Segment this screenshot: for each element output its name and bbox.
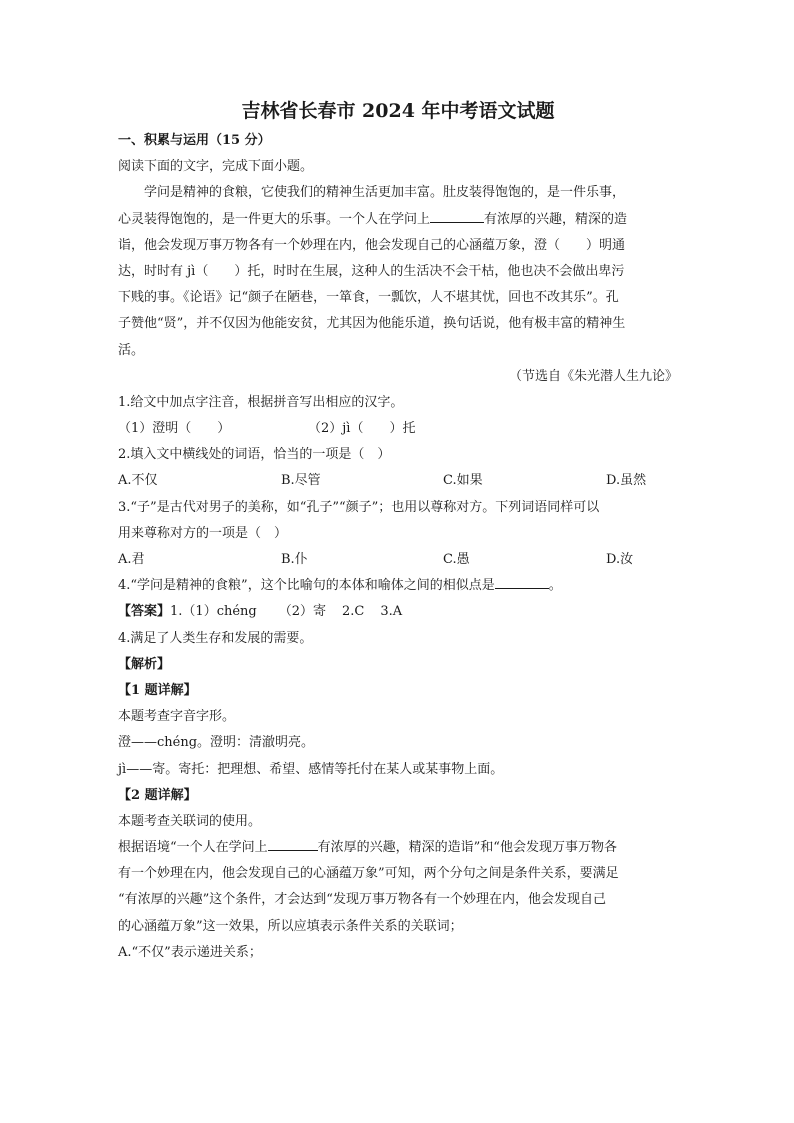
option-c: C.愚: [443, 552, 470, 567]
answer-line-2: 4.满足了人类生存和发展的需要。: [118, 630, 313, 646]
passage-line-7: 活。: [118, 342, 145, 358]
detail-1-label: 【1 题详解】: [118, 682, 197, 698]
question-4-end: 。: [548, 578, 562, 594]
option-a: A.君: [118, 552, 145, 567]
option-d: D.虽然: [606, 473, 647, 489]
detail-2-line-3: 有一个妙理在内，他会发现自己的心涵蕴万象”可知，两个分句之间是条件关系，要满足: [118, 866, 619, 882]
answer-line-1: [118, 599, 678, 625]
question-3-stem-line-2: 用来尊称对方的一项是（ ）: [118, 525, 288, 541]
page-title: 吉林省长春市 2024 年中考语文试题: [241, 100, 555, 122]
question-4-stem: [118, 573, 678, 599]
analysis-label: 【解析】: [118, 656, 171, 672]
detail-2-line-1: 本题考查关联词的使用。: [118, 813, 262, 829]
passage-line-2-end: 有浓厚的兴趣，精深的造: [484, 211, 628, 227]
answer-part-3: 2.C: [342, 604, 365, 620]
question-1-stem: 1.给文中加点字注音，根据拼音写出相应的汉字。: [118, 394, 404, 410]
detail-2-line-6: A.“不仅”表示递进关系；: [118, 944, 262, 960]
detail-2-line-2-end: 有浓厚的兴趣，精深的造诣”和“他会发现万事万物各: [317, 840, 617, 856]
answer-part-4: 3.A: [380, 604, 403, 620]
detail-1-line-1: 本题考查字音字形。: [118, 709, 236, 725]
question-3-options: [118, 547, 678, 573]
question-2-stem: 2.填入文中横线处的词语，恰当的一项是（ ）: [118, 447, 391, 463]
option-b: B.尽管: [281, 473, 321, 489]
passage-line-4: 达，时时有 jì（ ）托，时时在生展，这种人的生活决不会干枯，他也决不会做出卑污: [118, 263, 625, 279]
fill-blank: [430, 208, 484, 223]
detail-2-line-4: “有浓厚的兴趣”这个条件，才会达到“发现万事万物各有一个妙理在内，他会发现自己: [118, 892, 606, 908]
detail-1-line-2: 澄——chéng。澄明：清澈明亮。: [118, 735, 315, 751]
option-a: A.不仅: [118, 473, 158, 489]
answer-part-2: （2）寄: [278, 604, 327, 620]
passage-line-1: 学问是精神的食粮，它使我们的精神生活更加丰富。肚皮装得饱饱的，是一件乐事，: [144, 185, 626, 201]
detail-2-line-5: 的心涵蕴万象”这一效果，所以应填表示条件关系的关联词；: [118, 918, 463, 934]
passage-source: （节选自《朱光潜人生九论》: [508, 368, 678, 384]
question-4-text: 4.“学问是精神的食粮”，这个比喻句的本体和喻体之间的相似点是: [118, 578, 495, 594]
detail-2-line-2: [118, 835, 678, 861]
answer-label: 【答案】: [118, 604, 171, 620]
option-b: B.仆: [281, 552, 308, 567]
instruction-text: 阅读下面的文字，完成下面小题。: [118, 159, 314, 175]
passage-line-2-start: 心灵装得饱饱的，是一件更大的乐事。一个人在学问上: [118, 211, 431, 227]
fill-blank: [268, 836, 318, 851]
passage-line-6: 子赞他“贤”，并不仅因为他能安贫，尤其因为他能乐道，换句话说，他有极丰富的精神生: [118, 316, 626, 332]
detail-2-line-2-start: 根据语境“一个人在学问上: [118, 840, 268, 856]
section-heading: 一、积累与运用（15 分）: [118, 133, 271, 148]
question-2-options: [118, 468, 678, 494]
detail-2-label: 【2 题详解】: [118, 787, 197, 803]
document-page: [118, 96, 678, 966]
option-c: C.如果: [443, 473, 483, 489]
question-3-stem-line-1: 3.“子”是古代对男子的美称，如“孔子”“颜子”；也用以尊称对方。下列词语同样可以: [118, 499, 600, 515]
question-1-parts: [118, 416, 678, 442]
question-1-part-1: （1）澄明（ ）: [118, 421, 231, 437]
passage-line-2: [118, 207, 678, 233]
answer-part-1: 1.（1）chéng: [170, 604, 257, 620]
option-d: D.汝: [606, 552, 634, 567]
question-1-part-2: （2）jì（ ）托: [308, 421, 416, 437]
fill-blank: [495, 574, 549, 589]
passage-line-5: 下贱的事。《论语》记“颜子在陋巷，一箪食，一瓢饮，人不堪其忧，回也不改其乐”。孔: [118, 290, 619, 306]
passage-line-3: 诣，他会发现万事万物各有一个妙理在内，他会发现自己的心涵蕴万象，澄（ ）明通: [118, 237, 626, 253]
detail-1-line-3: jì——寄。寄托：把理想、希望、感情等托付在某人或某事物上面。: [118, 761, 504, 777]
